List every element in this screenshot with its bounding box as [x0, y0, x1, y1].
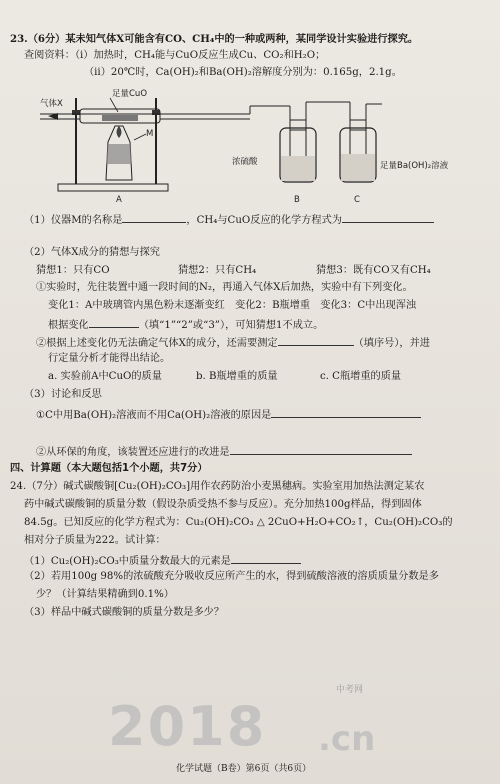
judge-text-a: 根据变化: [48, 320, 89, 331]
a-label: A: [116, 195, 122, 205]
m-label: M: [146, 129, 154, 139]
logo-domain: .cn: [318, 719, 376, 759]
option-b: b. B瓶增重的质量: [196, 371, 278, 382]
page-footer: 化学试题（B卷）第6页（共6页）: [176, 764, 312, 774]
discussion-1: [36, 408, 421, 421]
step-2: [36, 336, 430, 349]
baoh-label: 足量Ba(OH)₂溶液: [380, 161, 449, 171]
disc1-text: ①C中用Ba(OH)₂溶液而不用Ca(OH)₂溶液的原因是: [36, 410, 272, 421]
answer-blank[interactable]: [231, 554, 301, 564]
s1-text: （1）Cu₂(OH)₂CO₃中质量分数最大的元素是: [24, 556, 231, 567]
option-a: a. 实验前A中CuO的质量: [48, 371, 162, 382]
answer-blank[interactable]: [89, 318, 139, 328]
q23-title: 23.（6分）某未知气体X可能含有CO、CH₄中的一种或两种，某同学设计实验进行探究。: [10, 33, 419, 45]
q23-part1: [24, 213, 434, 226]
q24-sub-2: （2）若用100g 98%的浓硫酸充分吸收反应所产生的水，得到硫酸溶液的溶质质量分数是多: [24, 571, 439, 582]
q24-sub-1: [24, 554, 301, 567]
change-list: 变化1：A中玻璃管内黑色粉末逐渐变红 变化2：B瓶增重 变化3：C中出现浑浊: [48, 300, 417, 311]
option-c: c. C瓶增重的质量: [320, 371, 402, 382]
judge: [48, 318, 323, 331]
discussion-2: [36, 445, 412, 458]
logo-site-name: 中考网: [336, 685, 364, 695]
p1-text-b: ，CH₄与CuO反应的化学方程式为: [186, 215, 342, 226]
guess-1: 猜想1：只有CO: [36, 265, 110, 276]
step-1: ①实验时，先往装置中通一段时间的N₂，再通入气体X后加热，实验中有下列变化。: [36, 282, 413, 293]
q23-reference-1: 查阅资料：（ⅰ）加热时，CH₄能与CuO反应生成Cu、CO₂和H₂O；: [24, 50, 326, 61]
cuo-label: 足量CuO: [112, 89, 148, 99]
answer-blank[interactable]: [342, 213, 434, 223]
p1-text-a: （1）仪器M的名称是: [24, 215, 123, 226]
step2-text-a: ②根据上述变化仍无法确定气体X的成分，还需要测定: [36, 338, 278, 349]
q24-line-1: 24.（7分）碱式碳酸铜[Cu₂(OH)₂CO₃]用作农药防治小麦黑穗病。实验室用加热法测定某农: [10, 481, 425, 492]
answer-blank[interactable]: [230, 445, 412, 455]
logo-number: 2018: [108, 695, 267, 758]
section-4-heading: 四、计算题（本大题包括1个小题，共7分）: [10, 463, 208, 474]
b-label: B: [294, 195, 300, 205]
q23-part3-title: （3）讨论和反思: [24, 389, 102, 400]
step2-text-b: （填序号），并进: [353, 338, 430, 349]
q24-sub-3: （3）样品中碱式碳酸铜的质量分数是多少？: [24, 607, 225, 618]
answer-blank[interactable]: [122, 213, 186, 223]
q24-line-3: 84.5g。已知反应的化学方程式为：Cu₂(OH)₂CO₃ △ 2CuO+H₂O+CO₂↑，Cu₂(OH)₂CO₃的: [24, 517, 453, 528]
gas-x-label: 气体X: [40, 99, 63, 109]
q24-sub-2-cont: 少？（计算结果精确到0.1%）: [36, 589, 174, 600]
h2so4-label: 浓硫酸: [232, 157, 258, 167]
q24-line-4: 相对分子质量为222。试计算：: [24, 535, 166, 546]
disc2-text: ②从环保的角度，该装置还应进行的改进是: [36, 447, 230, 458]
answer-blank[interactable]: [271, 408, 421, 418]
guess-3: 猜想3：既有CO又有CH₄: [316, 265, 431, 276]
q23-reference-2: （ⅱ）20℃时，Ca(OH)₂和Ba(OH)₂溶解度分别为：0.165g，2.1g。: [84, 67, 402, 78]
experiment-apparatus-diagram: [40, 84, 449, 209]
q24-line-2: 药中碱式碳酸铜的质量分数（假设杂质受热不参与反应）。充分加热100g样品，得到固体: [24, 499, 422, 510]
answer-blank[interactable]: [278, 336, 354, 346]
judge-text-b: （填“1”“2”或“3”），可知猜想1不成立。: [138, 320, 324, 331]
guess-2: 猜想2：只有CH₄: [178, 265, 257, 276]
site-logo: [108, 685, 408, 759]
q23-part2-title: （2）气体X成分的猜想与探究: [24, 247, 160, 258]
step-2-cont: 行定量分析才能得出结论。: [48, 353, 171, 364]
c-label: C: [354, 195, 360, 205]
